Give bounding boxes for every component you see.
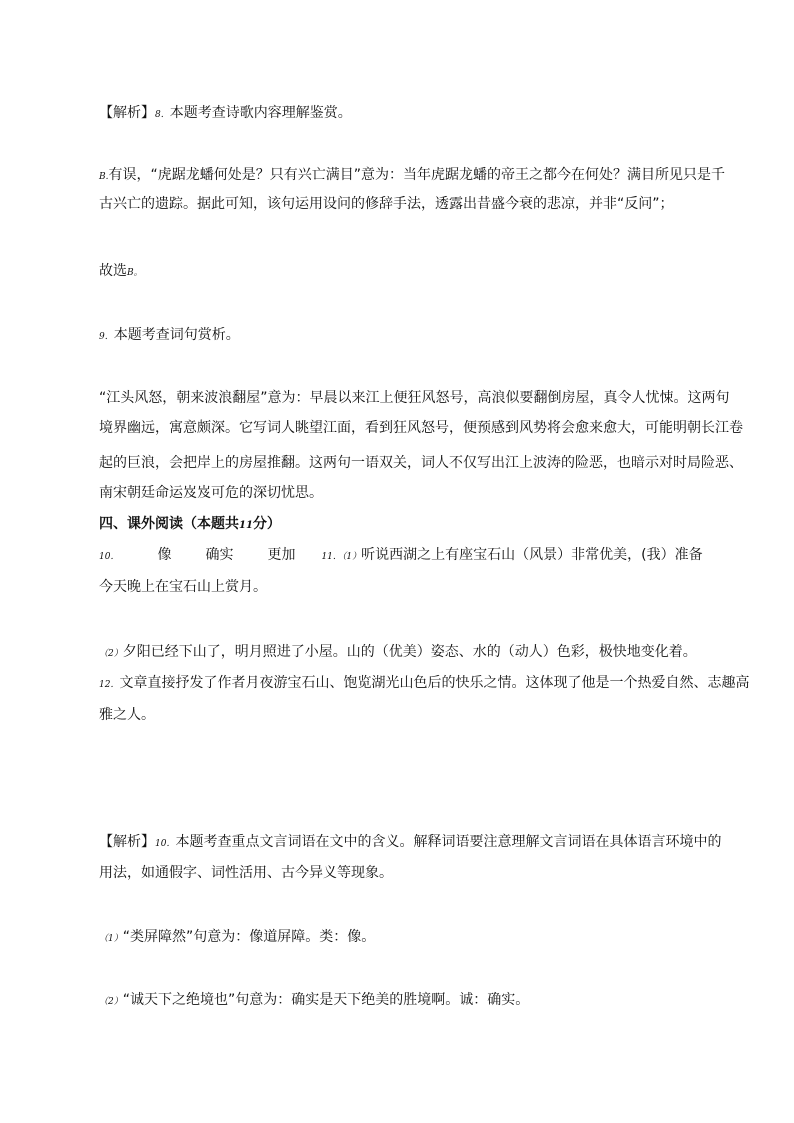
analysis-10-sub-2 xyxy=(99,985,529,1017)
analysis-9-heading xyxy=(99,320,240,352)
answer-10-11-line-1 xyxy=(99,540,703,572)
answer-12-line-1 xyxy=(99,668,749,700)
sub-number-1: （1） xyxy=(341,552,362,562)
analysis-sub-2-text: “诚天下之绝境也”句意为：确实是天下绝美的胜境啊。诚：确实。 xyxy=(122,992,530,1008)
answer-12-line-2: 雅之人。 xyxy=(99,707,155,723)
analysis-9-text: 本题考查词句赏析。 xyxy=(113,327,240,343)
choose-text: 故选 xyxy=(99,263,127,279)
analysis-sub-number-2: （2） xyxy=(99,997,123,1007)
option-b-explanation-cont: 古兴亡的遗踪。据此可知，该句运用设问的修辞手法，透露出昔盛今衰的悲凉，并非“反问”； xyxy=(99,196,674,212)
analysis-8-text: 本题考查诗歌内容理解鉴赏。 xyxy=(169,105,352,121)
analysis-10-line-2: 用法，如通假字、词性活用、古今异义等现象。 xyxy=(99,865,393,881)
option-b-line-1 xyxy=(99,160,725,192)
analysis-sub-number-1: （1） xyxy=(99,934,123,944)
answer-10-3: 更加 xyxy=(267,547,296,563)
analysis-10-sub-1 xyxy=(99,922,375,954)
answer-11-line-2: 今天晚上在宝石山上赏月。 xyxy=(99,579,267,595)
analysis-9-line-2: 境界幽远，寓意颇深。它写词人眺望江面，看到狂风怒号，便预感到风势将会愈来愈大，可能明朝长江卷 xyxy=(99,420,743,436)
option-b-line-2 xyxy=(99,189,674,219)
analysis-10-text: 本题考查重点文言词语在文中的含义。解释词语要注意理解文言词语在具体语言环境中的 xyxy=(175,834,722,850)
option-b-explanation: “虎踞龙蟠何处是？只有兴亡满目”意为：当年虎踞龙蟠的帝王之都今在何处？满目所见只是千 xyxy=(150,167,725,183)
analysis-sub-1-text: “类屏障然”句意为：像道屏障。类：像。 xyxy=(122,929,376,945)
analysis-8-heading xyxy=(99,98,352,130)
choose-answer: B。 xyxy=(127,268,143,278)
question-number-11: 11． xyxy=(321,552,342,562)
analysis-10-line-1 xyxy=(99,827,721,859)
section-4-points: 11 xyxy=(239,520,253,531)
answer-11-2-line xyxy=(99,637,697,669)
question-number-8: 8． xyxy=(155,110,170,120)
question-number-12: 12． xyxy=(99,680,120,690)
section-4-heading-end: 分） xyxy=(252,516,281,532)
answer-11-1-text: 听说西湖之上有座宝石山（风景）非常优美，(我）准备 xyxy=(361,547,703,563)
section-4-heading-text: 四、课外阅读（本题共 xyxy=(99,516,239,532)
analysis-9-line-4: 南宋朝廷命运岌岌可危的深切忧思。 xyxy=(99,485,323,501)
question-number-10: 10． xyxy=(99,552,120,562)
question-number-10-analysis: 10． xyxy=(155,839,176,849)
choose-line xyxy=(99,256,143,288)
section-4-heading xyxy=(99,509,281,541)
option-b-label: B. xyxy=(99,172,109,182)
answer-10-2: 确实 xyxy=(205,547,234,563)
analysis-bracket-2: 【解析】 xyxy=(99,834,155,850)
sub-number-2: （2） xyxy=(99,649,123,659)
analysis-9-line-1: “江头风怒，朝来波浪翻屋”意为：早晨以来江上便狂风怒号，高浪似要翻倒房屋，真令人忧悚。这两句 xyxy=(99,390,730,406)
answer-11-2-text: 夕阳已经下山了，明月照进了小屋。山的（优美）姿态、水的（动人）色彩，极快地变化着。 xyxy=(122,644,697,660)
question-number-9: 9． xyxy=(99,332,114,342)
analysis-bracket: 【解析】 xyxy=(99,105,155,121)
answer-10-1: 像 xyxy=(157,547,172,563)
analysis-9-line-3: 起的巨浪，会把岸上的房屋推翻。这两句一语双关，词人不仅写出江上波涛的险恶，也暗示对时局险恶、 xyxy=(99,455,743,471)
answer-12-text: 文章直接抒发了作者月夜游宝石山、饱览湖光山色后的快乐之情。这体现了他是一个热爱自然、志趣高 xyxy=(119,675,750,691)
option-b-verdict: 有误， xyxy=(108,167,151,183)
